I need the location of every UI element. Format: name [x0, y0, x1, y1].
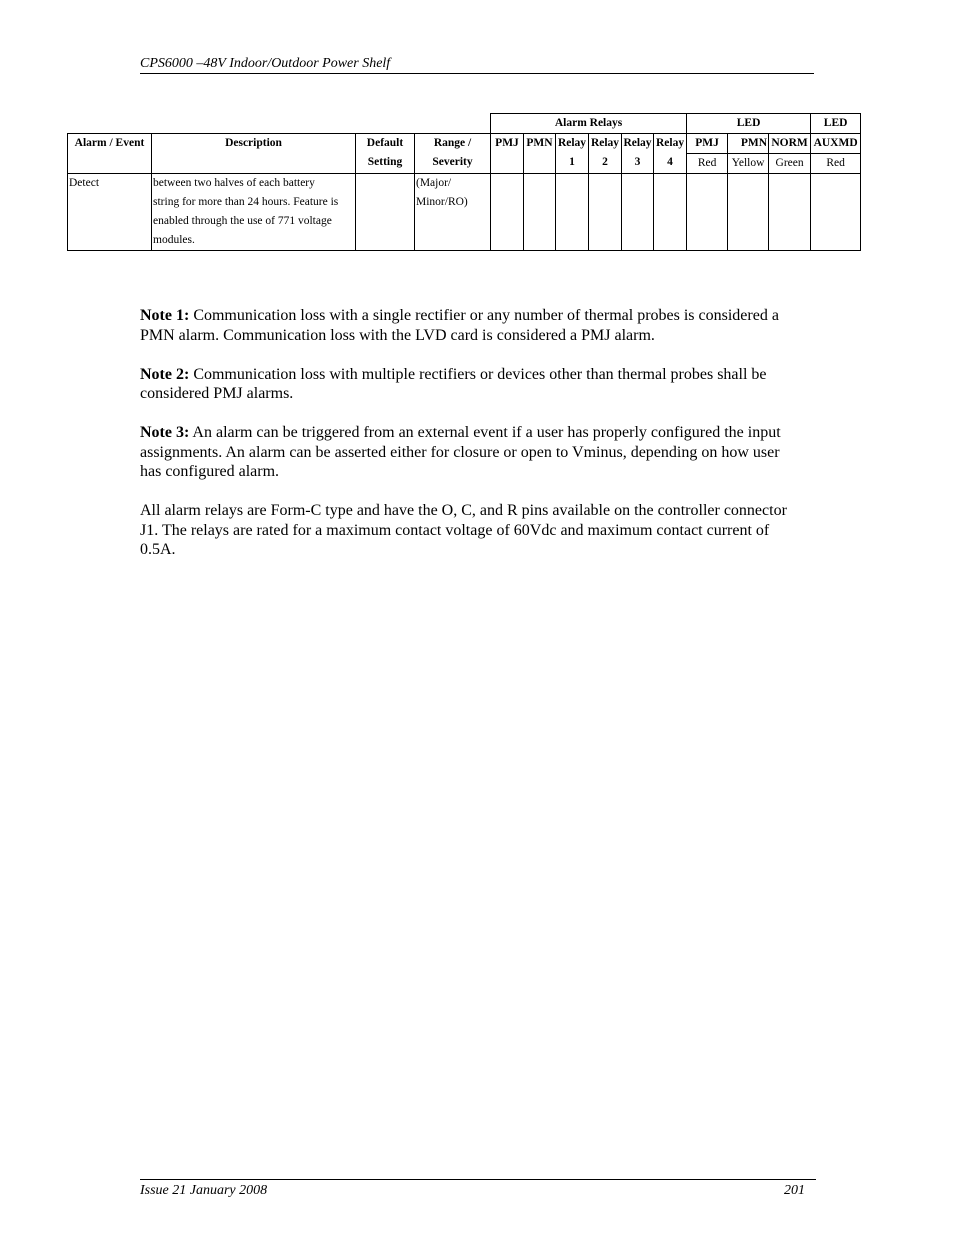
header-rule [140, 73, 814, 74]
relay-label: Relay [557, 137, 587, 149]
col-led-norm: NORM [769, 134, 811, 154]
alarm-relays-header: Alarm Relays [491, 114, 687, 134]
note-3-label: Note 3: [140, 424, 190, 441]
alarm-table [67, 113, 861, 251]
relay-number: 2 [602, 156, 608, 168]
note-2 [140, 365, 800, 404]
led-color-pmj: Red [687, 154, 728, 174]
relay-label: Relay [623, 137, 652, 149]
range-line1: Range / [433, 137, 472, 149]
led-header: LED [687, 114, 811, 134]
row-description [152, 174, 356, 251]
row-range-severity [415, 174, 491, 251]
col-pmn: PMN [524, 134, 556, 174]
col-relay-4 [654, 134, 687, 174]
note-2-text: Communication loss with multiple rectifiers or devices other than thermal probes shall be considered PMJ alarms. [140, 365, 767, 402]
relay-paragraph: All alarm relays are Form-C type and have the O, C, and R pins available on the controller connector J1. The relays are rated for a maximum contact voltage of 60Vdc and maximum contact current of 0.5A. [140, 502, 787, 558]
relay-label: Relay [655, 137, 685, 149]
footer-issue: Issue 21 January 2008 [140, 1183, 268, 1198]
range-line: (Major/ [416, 177, 452, 189]
running-header: CPS6000 –48V Indoor/Outdoor Power Shelf [140, 56, 391, 71]
blank-cell [68, 114, 491, 134]
default-line1: Default [366, 137, 404, 149]
relay-number: 4 [667, 156, 673, 168]
led-color-pmn: Yellow [728, 154, 769, 174]
col-led-auxmd: AUXMD [811, 134, 861, 154]
row-relay-1 [556, 174, 589, 251]
note-3-text: An alarm can be triggered from an external event if a user has properly configured the input assignments. An alarm can be asserted either for closure or open to Vminus, depending on how user has configured alarm. [140, 424, 781, 480]
col-led-pmj: PMJ [687, 134, 728, 154]
desc-line: between two halves of each battery [153, 177, 315, 189]
row-led-norm [769, 174, 811, 251]
note-3 [140, 423, 800, 482]
row-relay-3 [622, 174, 654, 251]
led-color-auxmd: Red [811, 154, 861, 174]
col-relay-1 [556, 134, 589, 174]
note-1-label: Note 1: [140, 307, 190, 324]
col-relay-2 [589, 134, 622, 174]
notes-section [140, 306, 800, 579]
col-relay-3 [622, 134, 654, 174]
row-relay-2 [589, 174, 622, 251]
page-number: 201 [784, 1183, 805, 1198]
desc-line: string for more than 24 hours. Feature is [153, 196, 339, 208]
led-header-2: LED [811, 114, 861, 134]
footer-rule [140, 1179, 816, 1180]
col-range-severity [415, 134, 491, 174]
col-default-setting [356, 134, 415, 174]
row-led-pmn [728, 174, 769, 251]
note-1-text: Communication loss with a single rectifier or any number of thermal probes is considered a PMN alarm. Communication loss with the LVD card is considered a PMJ alarm. [140, 307, 779, 344]
table-row [68, 174, 861, 251]
col-led-pmn: PMN [728, 134, 769, 154]
range-line: Minor/RO) [416, 196, 468, 208]
row-pmn [524, 174, 556, 251]
col-description: Description [152, 134, 356, 174]
col-pmj: PMJ [491, 134, 524, 174]
row-relay-4 [654, 174, 687, 251]
led-color-norm: Green [769, 154, 811, 174]
col-alarm-event: Alarm / Event [68, 134, 152, 174]
note-2-label: Note 2: [140, 365, 190, 383]
relay-number: 1 [569, 156, 575, 168]
row-led-auxmd [811, 174, 861, 251]
row-led-pmj [687, 174, 728, 251]
row-default-setting [356, 174, 415, 251]
relay-number: 3 [634, 156, 641, 168]
range-line2: Severity [432, 156, 473, 168]
note-1 [140, 306, 800, 345]
desc-line: modules. [153, 234, 195, 246]
relay-label: Relay [590, 137, 620, 149]
row-alarm-event: Detect [68, 174, 152, 251]
row-pmj [491, 174, 524, 251]
default-line2: Setting [367, 156, 403, 168]
desc-line: enabled through the use of 771 voltage [153, 215, 332, 227]
